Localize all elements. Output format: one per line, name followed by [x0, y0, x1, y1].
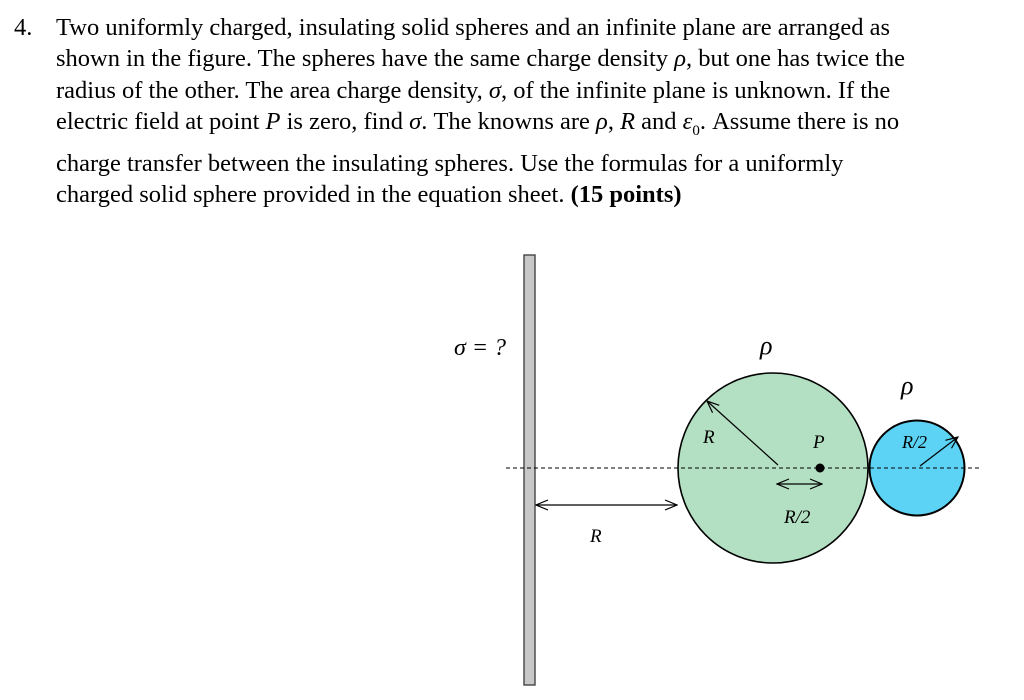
line6-text: charged solid sphere provided in the equation sheet. — [56, 180, 571, 208]
point-p-dot — [816, 464, 825, 473]
epsilon-subscript: 0 — [692, 123, 700, 140]
distance-label: R — [590, 526, 602, 547]
plane-charge-label: σ = ? — [454, 335, 507, 361]
point-p-label: P — [813, 432, 825, 453]
point-p-symbol: P — [265, 108, 281, 136]
sigma-symbol: σ — [409, 108, 422, 136]
problem-number: 4. — [14, 14, 33, 41]
line3-text-a: radius of the other. The area charge density, — [56, 76, 489, 104]
epsilon-symbol: ε — [682, 108, 693, 136]
line4-text-c: . The knowns are — [421, 108, 597, 136]
small-sphere-density-label: ρ — [901, 371, 914, 400]
points-label: (15 points) — [570, 180, 682, 208]
line1-text: Two uniformly charged, insulating solid spheres and an infinite plane are arranged as — [56, 14, 890, 41]
line4-text-b: is zero, find — [280, 108, 410, 136]
rho-symbol: ρ — [674, 45, 686, 73]
line4-text-e: and — [635, 108, 683, 136]
line4-text-a: electric field at point — [56, 108, 266, 136]
line4-text-d: , — [607, 108, 621, 136]
line3-text-b: , of the infinite plane is unknown. If the — [501, 76, 891, 104]
radius-symbol: R — [620, 108, 636, 136]
line2-text-a: shown in the figure. The spheres have the same charge density — [56, 45, 675, 73]
sigma-symbol: σ — [488, 76, 501, 104]
offset-label: R/2 — [784, 507, 811, 528]
line2-text-b: , but one has twice the — [685, 45, 906, 73]
line5-text: charge transfer between the insulating spheres. Use the formulas for a uniformly — [56, 149, 844, 177]
large-sphere-density-label: ρ — [760, 331, 773, 360]
infinite-plane — [524, 255, 535, 685]
large-radius-label: R — [703, 427, 715, 448]
line4-text-f: . Assume there is no — [699, 108, 900, 136]
small-radius-label: R/2 — [902, 432, 927, 452]
rho-symbol: ρ — [596, 108, 608, 136]
